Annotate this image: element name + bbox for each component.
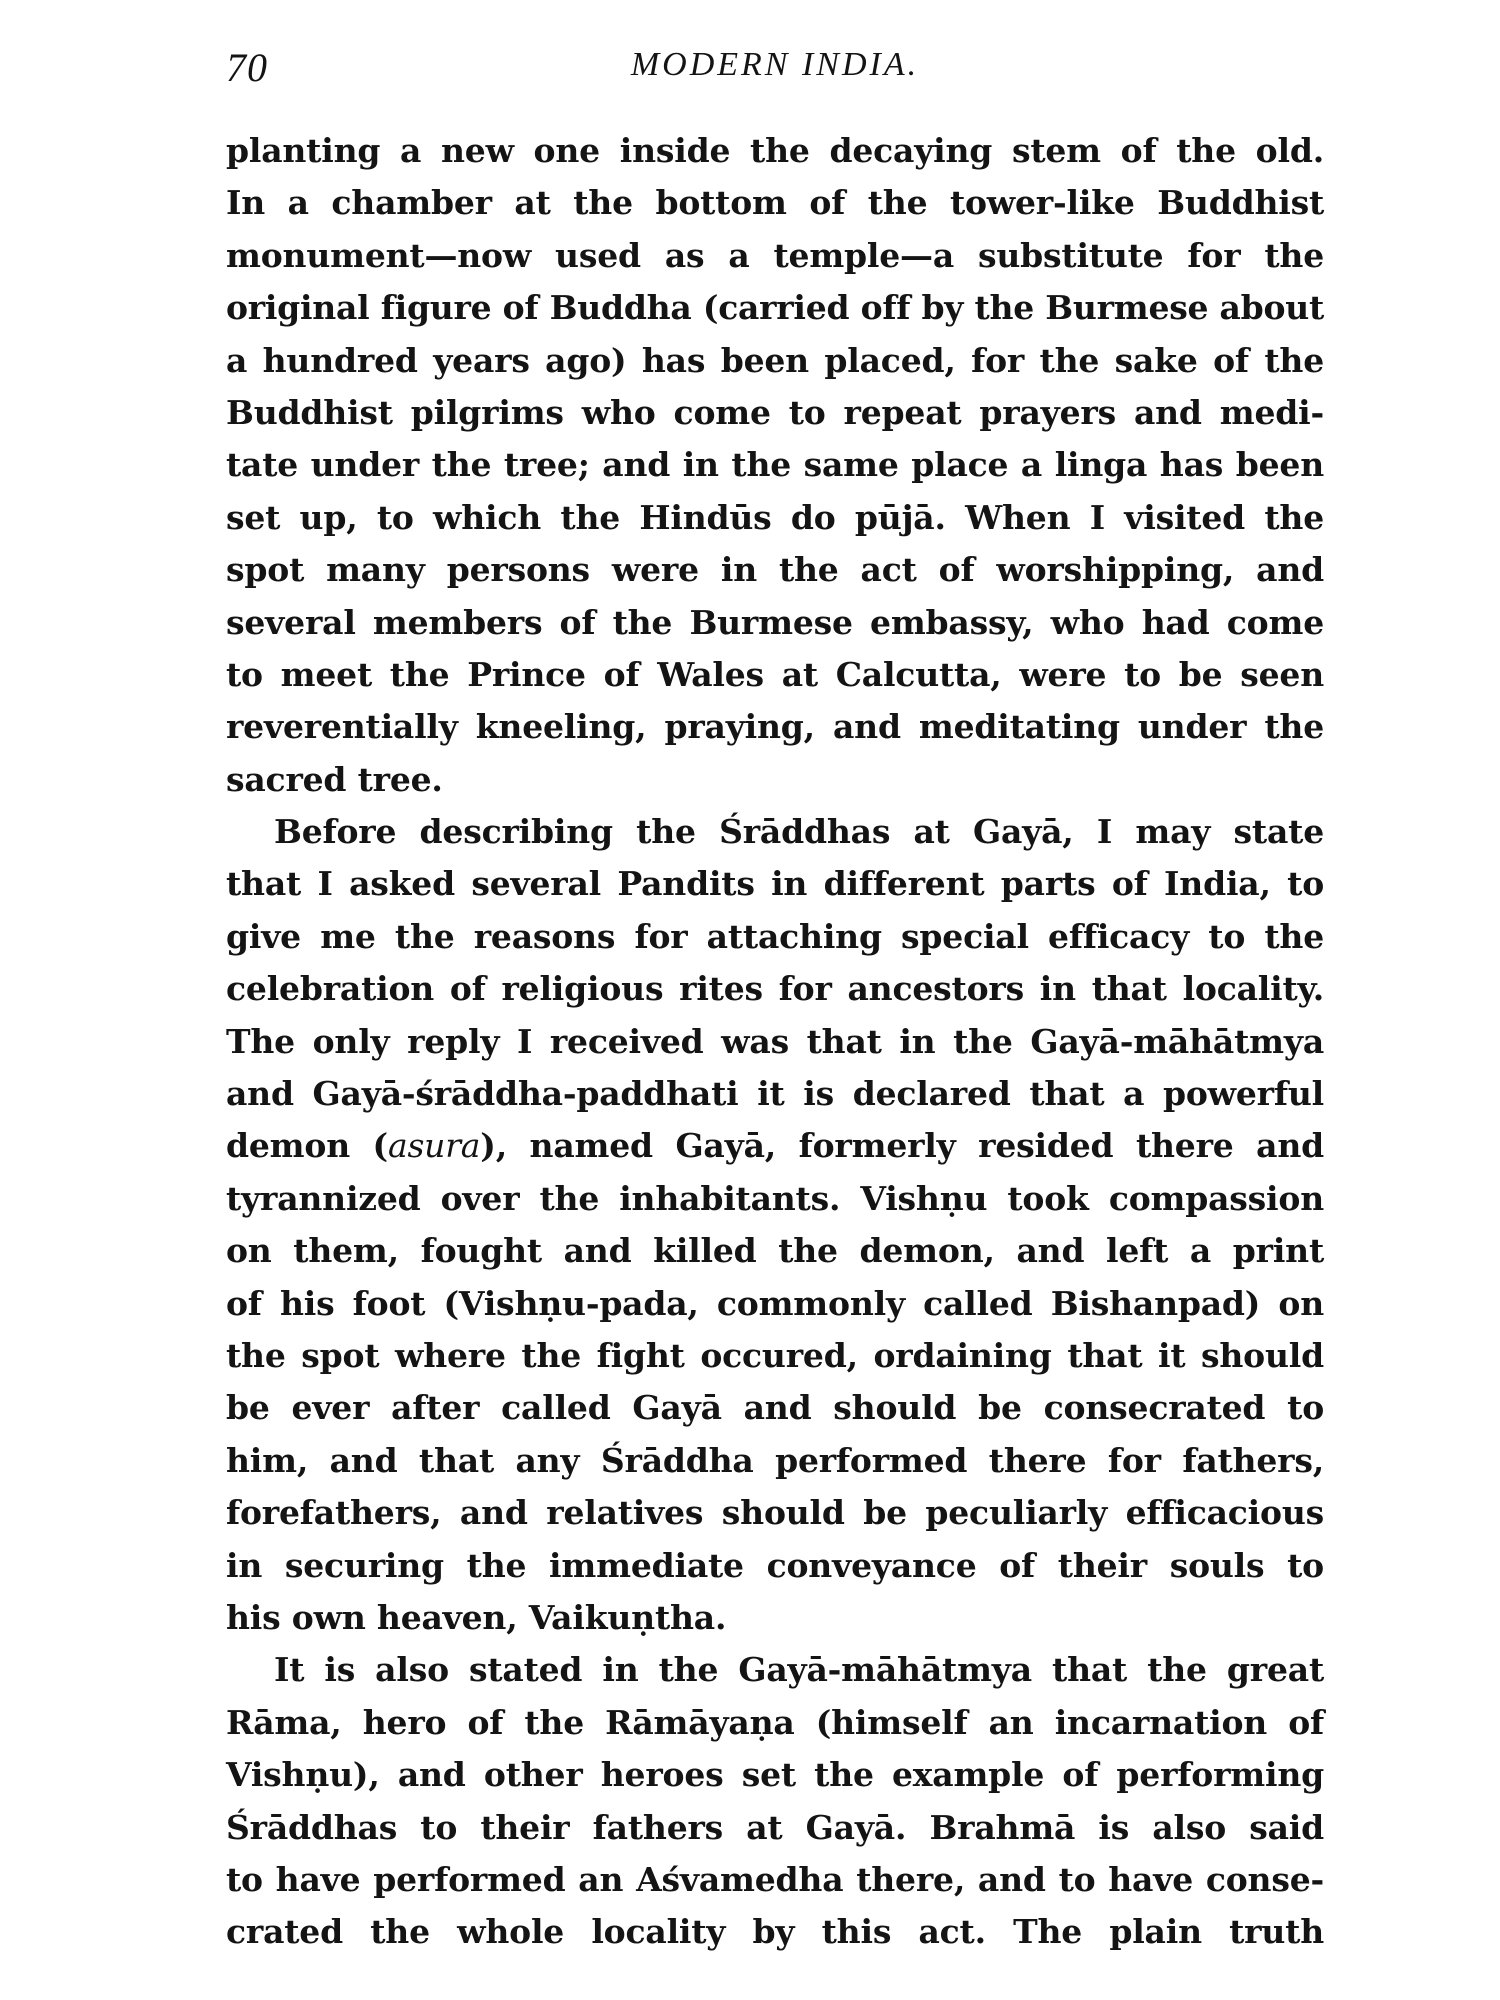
text-line: sacred tree. — [226, 759, 443, 799]
text-line: planting a new one inside the decaying stem of the old. — [226, 131, 1324, 170]
text-line: demon (asura), named Gayā, formerly resided there and — [226, 1126, 1324, 1166]
text-line: him, and that any Śrāddha performed there for fathers, — [226, 1440, 1324, 1480]
text-line: crated the whole locality by this act. The plain truth — [226, 1912, 1324, 1952]
text-line: a hundred years ago) has been placed, for the sake of the — [226, 340, 1324, 380]
text-line: on them, fought and killed the demon, and left a print — [226, 1231, 1324, 1271]
italic-term: asura — [387, 1126, 481, 1166]
text-line: Rāma, hero of the Rāmāyaṇa (himself an incarnation of — [226, 1702, 1324, 1742]
text-line: to meet the Prince of Wales at Calcutta, were to be seen — [226, 654, 1324, 694]
text-line: forefathers, and relatives should be peculiarly efficacious — [226, 1493, 1324, 1533]
text-line: to have performed an Aśvamedha there, and to have conse- — [226, 1859, 1324, 1899]
text-line: be ever after called Gayā and should be consecrated to — [226, 1388, 1324, 1428]
text-line: tyrannized over the inhabitants. Vishṇu took compassion — [226, 1178, 1324, 1218]
text-line: Before describing the Śrāddhas at Gayā, I may state — [274, 812, 1324, 852]
text-line: in securing the immediate conveyance of their souls to — [226, 1545, 1324, 1585]
text-line: several members of the Burmese embassy, who had come — [226, 602, 1324, 642]
text-line: that I asked several Pandits in different parts of India, to — [226, 864, 1324, 904]
text-line: Śrāddhas to their fathers at Gayā. Brahmā is also said — [226, 1807, 1324, 1847]
text-line: The only reply I received was that in the Gayā-māhātmya — [226, 1021, 1324, 1061]
text-line: give me the reasons for attaching special efficacy to the — [226, 916, 1324, 956]
text-line: It is also stated in the Gayā-māhātmya that the great — [274, 1650, 1324, 1690]
paragraph-3 — [226, 1644, 1324, 1958]
paragraph-2 — [226, 806, 1324, 1644]
text-line: and Gayā-śrāddha-paddhati it is declared that a powerful — [226, 1074, 1324, 1114]
text-line: of his foot (Vishṇu-pada, commonly called Bishanpad) on — [226, 1283, 1324, 1323]
text-line: Buddhist pilgrims who come to repeat prayers and medi- — [226, 392, 1324, 432]
text-line: reverentially kneeling, praying, and meditating under the — [226, 707, 1324, 747]
text-line: set up, to which the Hindūs do pūjā. When I visited the — [226, 497, 1324, 537]
paragraph-1 — [226, 125, 1324, 806]
text-line: Vishṇu), and other heroes set the example of performing — [226, 1755, 1324, 1795]
text-line: celebration of religious rites for ancestors in that locality. — [226, 969, 1324, 1009]
text-line: monument—now used as a temple—a substitute for the — [226, 235, 1324, 275]
body-text — [226, 125, 1324, 1959]
running-head — [226, 44, 1324, 94]
text-line: tate under the tree; and in the same place a linga has been — [226, 445, 1324, 485]
text-line: his own heaven, Vaikuṇtha. — [226, 1597, 727, 1637]
text-line: original figure of Buddha (carried off by the Burmese about — [226, 288, 1324, 328]
text-line: the spot where the fight occured, ordaining that it should — [226, 1335, 1324, 1375]
text-line: In a chamber at the bottom of the tower-like Buddhist — [226, 183, 1324, 223]
text-line: spot many persons were in the act of worshipping, and — [226, 550, 1324, 590]
running-title: MODERN INDIA. — [630, 46, 920, 83]
page-number: 70 — [226, 45, 268, 90]
